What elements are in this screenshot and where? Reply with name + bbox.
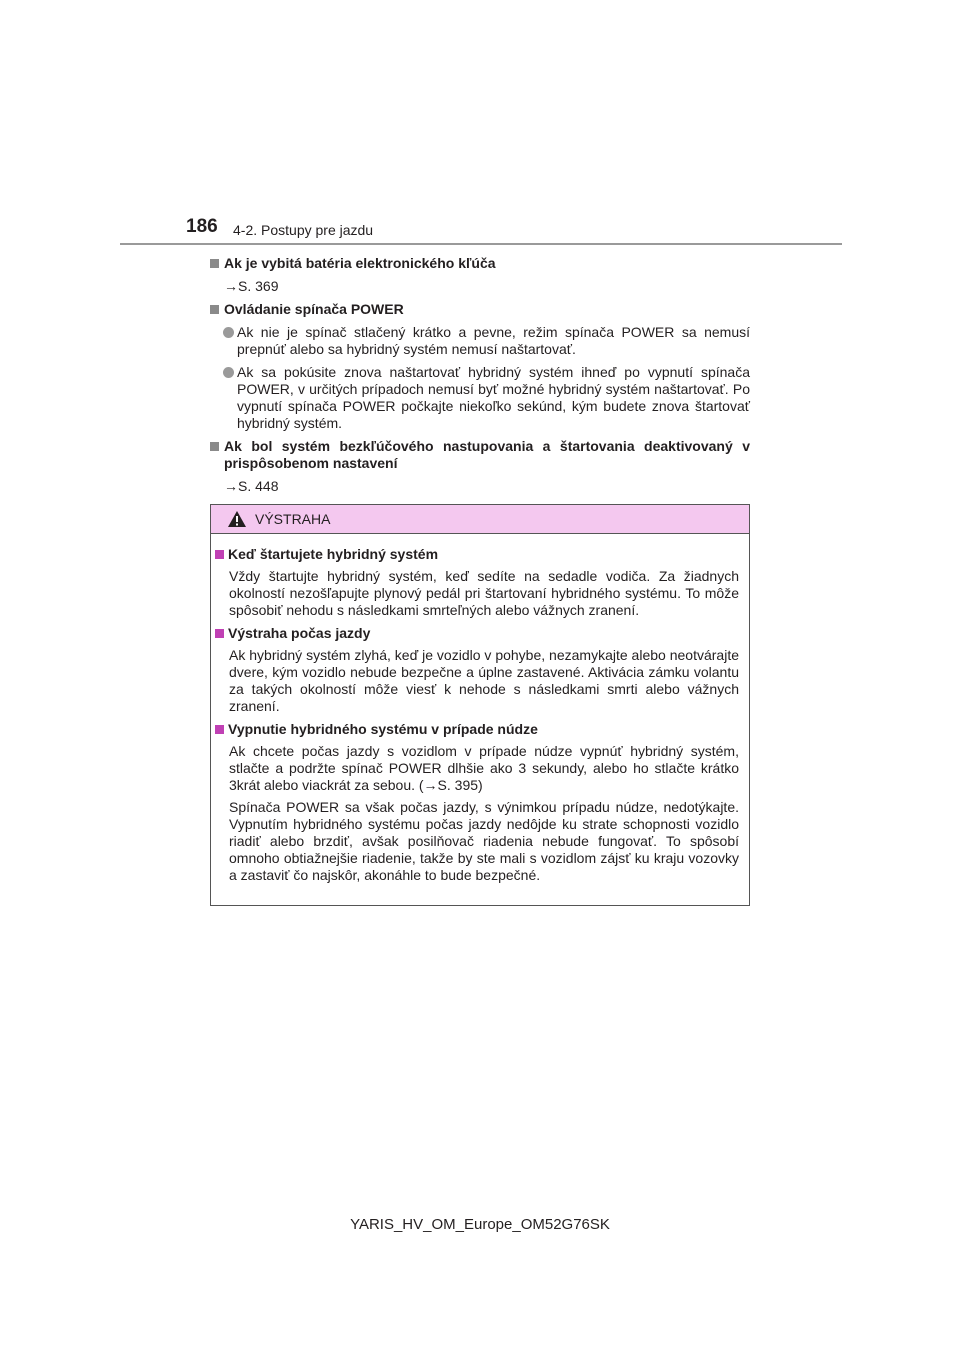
main-content — [210, 255, 750, 495]
warning-item-title: Keď štartujete hybridný systém — [215, 546, 739, 563]
square-bullet-icon — [215, 725, 224, 734]
section-heading: Ak je vybitá batéria elektronického kľúča — [210, 255, 750, 272]
warning-item-title: Výstraha počas jazdy — [215, 625, 739, 642]
square-bullet-icon — [215, 629, 224, 638]
square-bullet-icon — [210, 442, 219, 451]
footer-doc-id: YARIS_HV_OM_Europe_OM52G76SK — [350, 1216, 610, 1233]
warning-paragraph: Ak chcete počas jazdy s vozidlom v prípade núdze vypnúť hybridný systém, stlačte a podržte spínač POWER dlhšie ako 3 sekundy, alebo ho stlačte krátko 3krát alebo viackrát za sebou. (→S. 395) — [229, 743, 739, 793]
square-bullet-icon — [210, 259, 219, 268]
section-heading: Ak bol systém bezkľúčového nastupovania a štartovania deaktivovaný v prispôsobenom nastavení — [210, 438, 750, 472]
circle-bullet-icon — [223, 327, 234, 338]
circle-bullet-icon — [223, 367, 234, 378]
page-reference: →S. 448 — [224, 478, 279, 494]
warning-header — [211, 505, 749, 534]
warning-paragraph: Ak hybridný systém zlyhá, keď je vozidlo v pohybe, nezamykajte alebo neotvárajte dvere, kým vozidlo nebude bezpečne a úplne zastavené. Aktivácia zámku volantu za takých okolností môže viesť k nehode s následkami smrti alebo vážnych zranení. — [229, 647, 739, 714]
bullet-item: Ak nie je spínač stlačený krátko a pevne, režim spínača POWER sa nemusí prepnúť alebo sa hybridný systém nemusí naštartovať. — [210, 324, 750, 358]
header-rule — [120, 243, 842, 245]
page-reference: →S. 369 — [224, 278, 279, 294]
section-title: 4-2. Postupy pre jazdu — [233, 222, 374, 238]
warning-body — [211, 534, 749, 884]
bullet-item: Ak sa pokúsite znova naštartovať hybridný systém ihneď po vypnutí spínača POWER, v určitých prípadoch nemusí byť možné hybridný systém naštartovať. Po vypnutí spínača POWER počkajte niekoľko sekúnd, kým budete znova štartovať hybridný systém. — [210, 364, 750, 432]
warning-label: VÝSTRAHA — [255, 511, 331, 527]
warning-triangle-icon — [227, 510, 247, 528]
section-heading: Ovládanie spínača POWER — [210, 301, 750, 318]
warning-box — [210, 504, 750, 906]
warning-paragraph: Vždy štartujte hybridný systém, keď sedíte na sedadle vodiča. Za žiadnych okolností nezošľapujte plynový pedál pri štartovaní hybridného systému. To môže spôsobiť nehodu s následkami smrteľných alebo vážnych zranení. — [229, 568, 739, 618]
warning-paragraph: Spínača POWER sa však počas jazdy, s výnimkou prípadu núdze, nedotýkajte. Vypnutím hybridného systému počas jazdy nedôjde ku strate schopnosti vozidlo riadiť alebo brzdiť, avšak posilňovač riadenia nebude fungovať. To spôsobí omnoho obtiažnejšie riadenie, takže by ste mali s vozidlom zájsť ku kraju vozovky a zastaviť čo najskôr, akonáhle to bude bezpečné. — [229, 799, 739, 883]
square-bullet-icon — [215, 550, 224, 559]
warning-item-title: Vypnutie hybridného systému v prípade núdze — [215, 721, 739, 738]
square-bullet-icon — [210, 305, 219, 314]
page-number: 186 — [186, 216, 218, 237]
